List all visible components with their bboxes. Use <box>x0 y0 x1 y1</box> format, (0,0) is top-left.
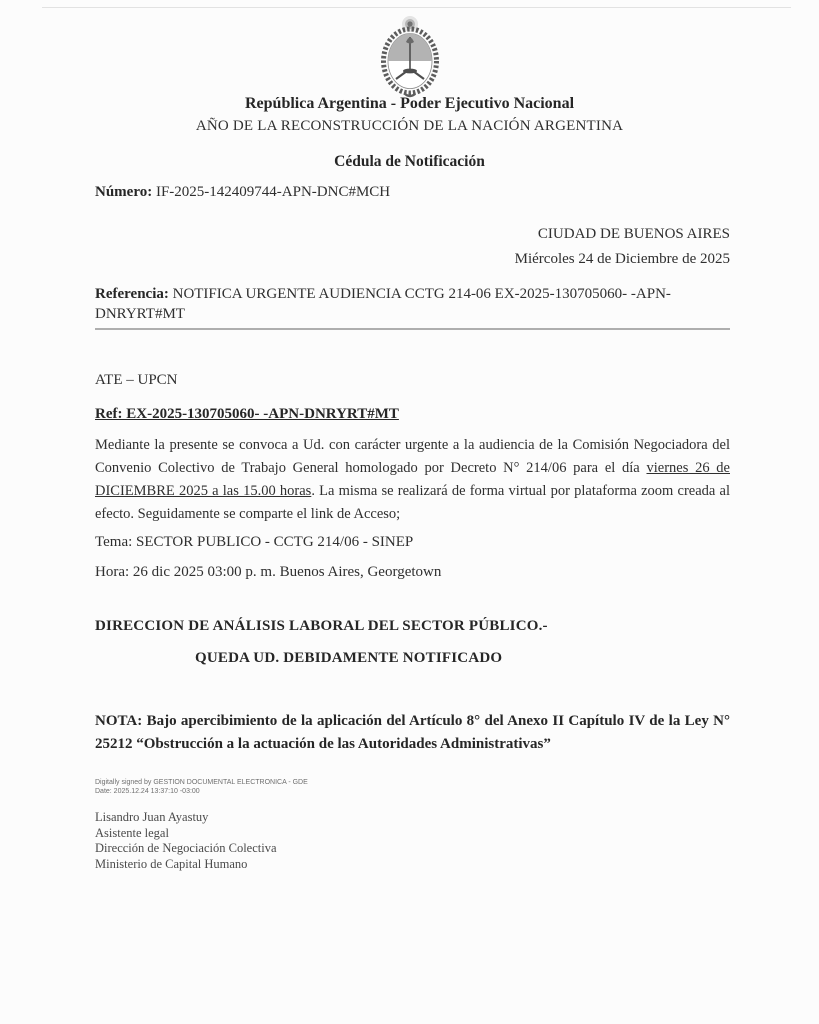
digital-signature-line2: Date: 2025.12.24 13:37:10 -03:00 <box>95 788 200 795</box>
addressee-line: ATE – UPCN <box>95 372 178 388</box>
reference-label: Referencia: <box>95 286 169 302</box>
signer-name: Lisandro Juan Ayastuy <box>95 810 209 824</box>
number-label: Número: <box>95 184 153 200</box>
tema-line: Tema: SECTOR PUBLICO - CCTG 214/06 - SINEP <box>95 534 414 550</box>
page-top-edge <box>42 7 791 8</box>
main-paragraph <box>95 434 730 526</box>
paragraph-underlined-date: viernes 26 de DICIEMBRE 2025 a las 15.00 horas <box>95 460 730 499</box>
signer-title: Asistente legal <box>95 825 169 840</box>
signer-department: Dirección de Negociación Colectiva <box>95 841 277 855</box>
digital-signature-line1: Digitally signed by GESTION DOCUMENTAL ELECTRONICA - GDE <box>95 779 308 786</box>
direccion-line: DIRECCION DE ANÁLISIS LABORAL DEL SECTOR PÚBLICO.- <box>95 618 548 634</box>
nota-paragraph <box>95 710 730 756</box>
city-line: CIUDAD DE BUENOS AIRES <box>537 226 730 242</box>
paragraph-part2: . La misma se realizará de forma virtual por plataforma zoom creada al efecto. Seguidamente se comparte el link de Acceso; <box>95 483 731 522</box>
nota-text: : Bajo apercibimiento de la aplicación del Artículo 8° del Anexo II Capítulo IV de la Ley N° 25212 “Obstrucción a la actuación de las Autoridades Administrativas” <box>95 713 730 752</box>
digital-signature-stamp <box>95 778 730 796</box>
number-value: IF-2025-142409744-APN-DNC#MCH <box>155 184 391 200</box>
org-title: República Argentina - Poder Ejecutivo Nacional <box>244 95 575 112</box>
hora-line: Hora: 26 dic 2025 03:00 p. m. Buenos Aires, Georgetown <box>95 564 442 580</box>
place-date-block <box>95 222 730 272</box>
signer-ministry: Ministerio de Capital Humano <box>95 856 248 871</box>
reference-value: NOTIFICA URGENTE AUDIENCIA CCTG 214-06 EX-2025-130705060- -APN-DNRYRT#MT <box>95 286 671 322</box>
notified-line: QUEDA UD. DEBIDAMENTE NOTIFICADO <box>195 650 503 666</box>
reference-line <box>95 284 730 324</box>
document-type-title: Cédula de Notificación <box>334 153 485 170</box>
year-motto: AÑO DE LA RECONSTRUCCIÓN DE LA NACIÓN ARGENTINA <box>195 118 624 134</box>
paragraph-part1: Mediante la presente se convoca a Ud. con carácter urgente a la audiencia de la Comisión Negociadora del Convenio Colectivo de Trabajo General homologado por Decreto N° 214/06 para el día <box>95 437 730 476</box>
emblem-container <box>0 0 819 92</box>
date-line: Miércoles 24 de Diciembre de 2025 <box>514 251 730 267</box>
expediente-ref-line: Ref: EX-2025-130705060- -APN-DNRYRT#MT <box>95 406 399 422</box>
section-divider <box>95 328 730 330</box>
nota-label: NOTA <box>95 713 138 729</box>
signer-block <box>95 810 730 872</box>
document-number-line <box>95 182 730 202</box>
document-body <box>0 182 819 872</box>
